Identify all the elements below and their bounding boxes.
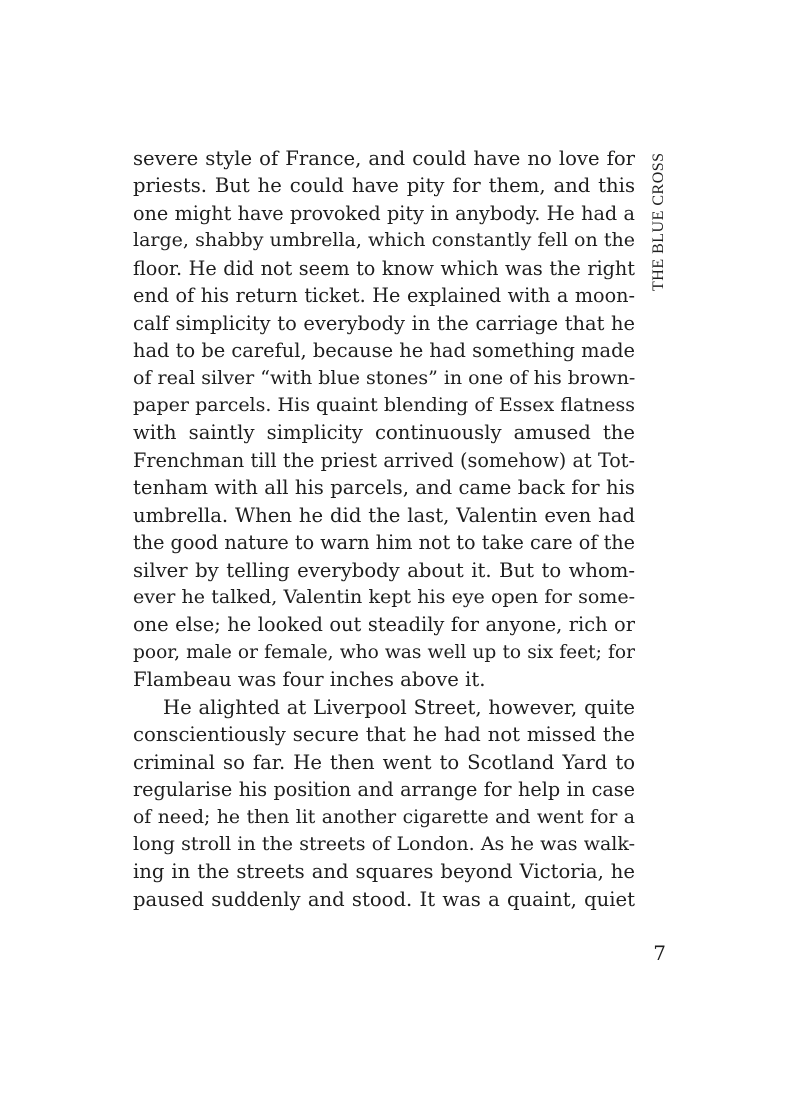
text-line: priests. But he could have pity for them, and this [133,174,635,198]
text-line: Flambeau was four inches above it. [133,668,486,692]
text-line: regularise his position and arrange for help in case [133,778,635,802]
text-line: ing in the streets and squares beyond Victoria, he [133,860,635,884]
text-line: silver by telling everybody about it. But to whom- [133,558,635,582]
text-line: of real silver “with blue stones” in one of his brown- [133,366,635,389]
text-line: paused suddenly and stood. It was a quaint, quiet [133,887,635,911]
text-line: with saintly simplicity continuously amused the [133,421,635,445]
text-line: severe style of France, and could have no love for [133,147,635,170]
text-line: paper parcels. His quaint blending of Essex flatness [133,393,635,416]
text-line: one else; he looked out steadily for anyone, rich or [133,613,635,637]
text-line: end of his return ticket. He explained with a moon- [133,284,635,308]
text-line: He alighted at Liverpool Street, however, quite [163,695,635,719]
running-head: THE BLUE CROSS [650,152,667,292]
page-number: 7 [653,941,666,965]
text-line: umbrella. When he did the last, Valentin even had [133,503,635,527]
text-line: long stroll in the streets of London. As he was walk- [133,832,635,855]
text-line: floor. He did not seem to know which was the right [133,256,635,280]
body-text [133,145,635,913]
text-line: had to be careful, because he had something made [133,339,635,363]
text-line: large, shabby umbrella, which constantly fell on the [133,229,635,252]
text-line: the good nature to warn him not to take care of the [133,531,635,555]
text-line: ever he talked, Valentin kept his eye open for some- [133,586,635,608]
text-line: criminal so far. He then went to Scotland Yard to [133,750,635,774]
paragraph-2 [133,694,635,914]
text-line: of need; he then lit another cigarette and went for a [133,806,635,828]
text-line: conscientiously secure that he had not missed the [133,723,635,747]
text-line: tenham with all his parcels, and came back for his [133,476,635,500]
text-line: poor, male or female, who was well up to six feet; for [133,641,635,663]
text-line: calf simplicity to everybody in the carriage that he [133,311,635,335]
text-line: Frenchman till the priest arrived (somehow) at Tot- [133,448,635,472]
paragraph-1 [133,145,635,694]
text-line: one might have provoked pity in anybody. He had a [133,201,635,225]
